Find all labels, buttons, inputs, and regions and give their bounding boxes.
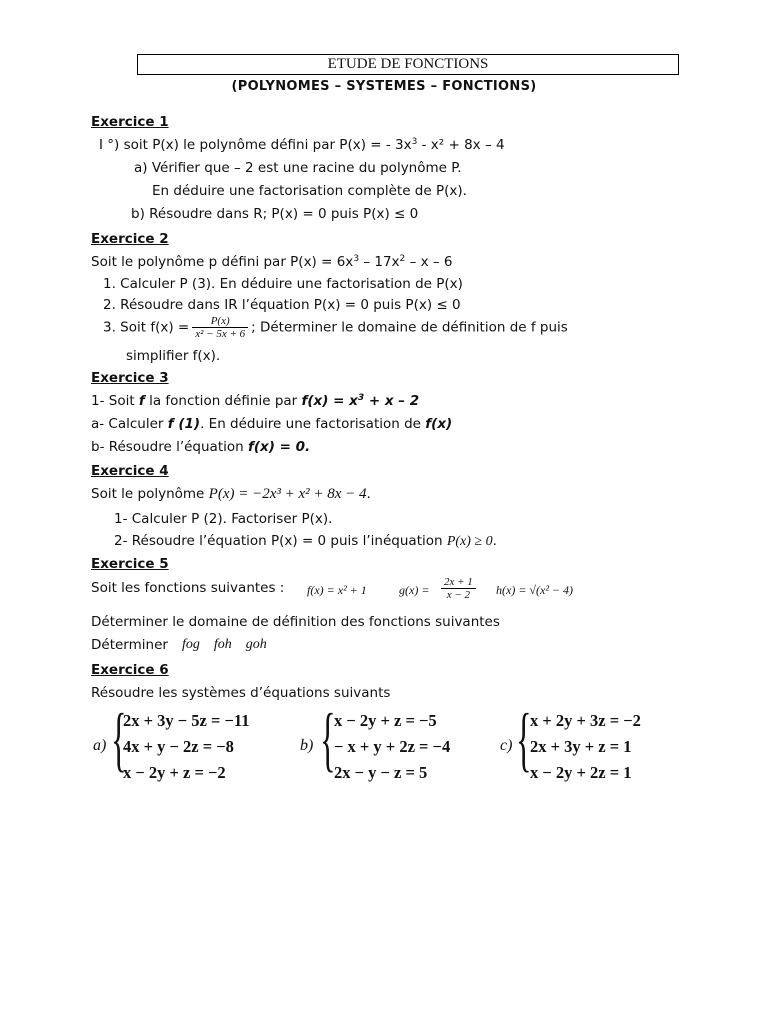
system-a-eq-1: 2x + 3y − 5z = −11 (123, 711, 250, 730)
system-a-eq-2: 4x + y − 2z = −8 (123, 737, 234, 756)
exercise-1-part-a-2: En déduire une factorisation complète de P(x). (152, 183, 467, 199)
system-b-label: b) (300, 737, 314, 754)
page-title: ETUDE DE FONCTIONS (137, 54, 679, 75)
system-c-brace: { (516, 699, 532, 779)
fraction-px (192, 315, 248, 340)
function-h: h(x) = √(x² − 4) (496, 583, 574, 597)
system-c-label: c) (500, 737, 513, 754)
exercise-5-task-2: Déterminer (91, 637, 168, 653)
ex3-text-2: la fonction définie par (144, 393, 302, 409)
ex3-a-fx: f(x) (425, 416, 453, 432)
ex2-text-2: – 17x (359, 254, 400, 270)
system-a-eq-3: x − 2y + z = −2 (123, 763, 226, 782)
exercise-1-part-b: b) Résoudre dans R; P(x) = 0 puis P(x) ≤ 0 (131, 206, 419, 222)
exercise-3-part-a (91, 416, 452, 432)
exercise-2-item-2: 2. Résoudre dans IR l’équation P(x) = 0 puis P(x) ≤ 0 (103, 297, 461, 313)
exercise-3-part-b (91, 439, 310, 455)
ex4-polynomial: P(x) = −2x³ + x² + 8x − 4 (208, 486, 367, 502)
exercise-3-statement (91, 393, 419, 409)
exercise-4-item-2 (114, 533, 497, 550)
ex1-text-end: - x² + 8x – 4 (417, 137, 505, 153)
exercise-1-part-a: a) Vérifier que – 2 est une racine du polynôme P. (134, 160, 462, 176)
function-f: f(x) = x² + 1 (307, 583, 367, 597)
exercise-2-title: Exercice 2 (91, 231, 169, 247)
ex3-exponent: 3 (357, 393, 365, 403)
function-g-fraction (441, 576, 476, 601)
system-b-eq-3: 2x − y − z = 5 (334, 763, 428, 782)
exercise-4-title: Exercice 4 (91, 463, 169, 479)
exercise-6-title: Exercice 6 (91, 662, 169, 678)
system-a-label: a) (93, 737, 107, 754)
exercise-5-task-1: Déterminer le domaine de définition des fonctions suivantes (91, 614, 500, 630)
ex2-exponent-2: 2 (399, 254, 406, 264)
system-b-brace: { (320, 699, 336, 779)
exercise-5-title: Exercice 5 (91, 556, 169, 572)
ex1-text: I °) soit P(x) le polynôme défini par P(x) = - 3x (99, 137, 412, 153)
ex1-exponent: 3 (411, 137, 418, 147)
ex2-item3-text-2: ; Déterminer le domaine de définition de f puis (251, 319, 568, 336)
exercise-4-statement (91, 486, 371, 503)
function-g-lhs: g(x) = (399, 583, 430, 597)
g-numerator: 2x + 1 (444, 576, 473, 588)
ex2-text: Soit le polynôme p défini par P(x) = 6x (91, 254, 354, 270)
ex3-text: 1- Soit (91, 393, 139, 409)
system-c-eq-3: x − 2y + 2z = 1 (530, 763, 632, 782)
compositions: fog foh goh (182, 637, 267, 652)
ex3-f: f (138, 393, 145, 409)
system-c-eq-1: x + 2y + 3z = −2 (530, 711, 641, 730)
system-c-eq-2: 2x + 3y + z = 1 (530, 737, 632, 756)
fraction-numerator: P(x) (210, 315, 230, 327)
exercise-1-statement (99, 137, 505, 153)
ex3-b-text: b- Résoudre l’équation (91, 439, 248, 455)
exercise-2-item-3 (103, 315, 568, 340)
ex3-formula-end: + x – 2 (364, 393, 420, 409)
exercise-2-item-3-cont: simplifier f(x). (126, 348, 221, 364)
ex4-inequation: P(x) ≥ 0 (446, 534, 493, 549)
ex3-formula: f(x) = x (301, 393, 358, 409)
exercise-1-title: Exercice 1 (91, 114, 169, 130)
exercise-4-item-1: 1- Calculer P (2). Factoriser P(x). (114, 511, 333, 527)
exercise-2-item-1: 1. Calculer P (3). En déduire une factorisation de P(x) (103, 276, 463, 292)
ex3-b-eq: f(x) = 0. (247, 439, 311, 455)
page-subtitle: (POLYNOMES – SYSTEMES – FONCTIONS) (231, 79, 537, 94)
ex4-text: Soit le polynôme (91, 486, 209, 502)
exercise-2-statement (91, 254, 453, 270)
system-b-eq-1: x − 2y + z = −5 (334, 711, 437, 730)
exercise-5-intro: Soit les fonctions suivantes : (91, 580, 285, 596)
ex4-item2-period: . (492, 533, 497, 549)
ex3-a-f1: f (1) (167, 416, 201, 432)
system-a-brace: { (111, 699, 127, 779)
system-b-eq-2: − x + y + 2z = −4 (334, 737, 451, 756)
ex2-exponent-1: 3 (353, 254, 360, 264)
g-denominator: x − 2 (441, 588, 476, 601)
ex3-a-text: a- Calculer (91, 416, 168, 432)
ex3-a-text-2: . En déduire une factorisation de (200, 416, 426, 432)
g-fraction (441, 576, 476, 601)
ex2-item3-text: 3. Soit f(x) = (103, 319, 190, 336)
ex4-item2-text: 2- Résoudre l’équation P(x) = 0 puis l’inéquation (114, 533, 447, 549)
ex4-period: . (366, 486, 371, 502)
exercise-6-statement: Résoudre les systèmes d’équations suivants (91, 685, 391, 701)
ex2-text-3: – x – 6 (405, 254, 453, 270)
exercise-3-title: Exercice 3 (91, 370, 169, 386)
fraction-denominator: x² − 5x + 6 (192, 327, 248, 340)
